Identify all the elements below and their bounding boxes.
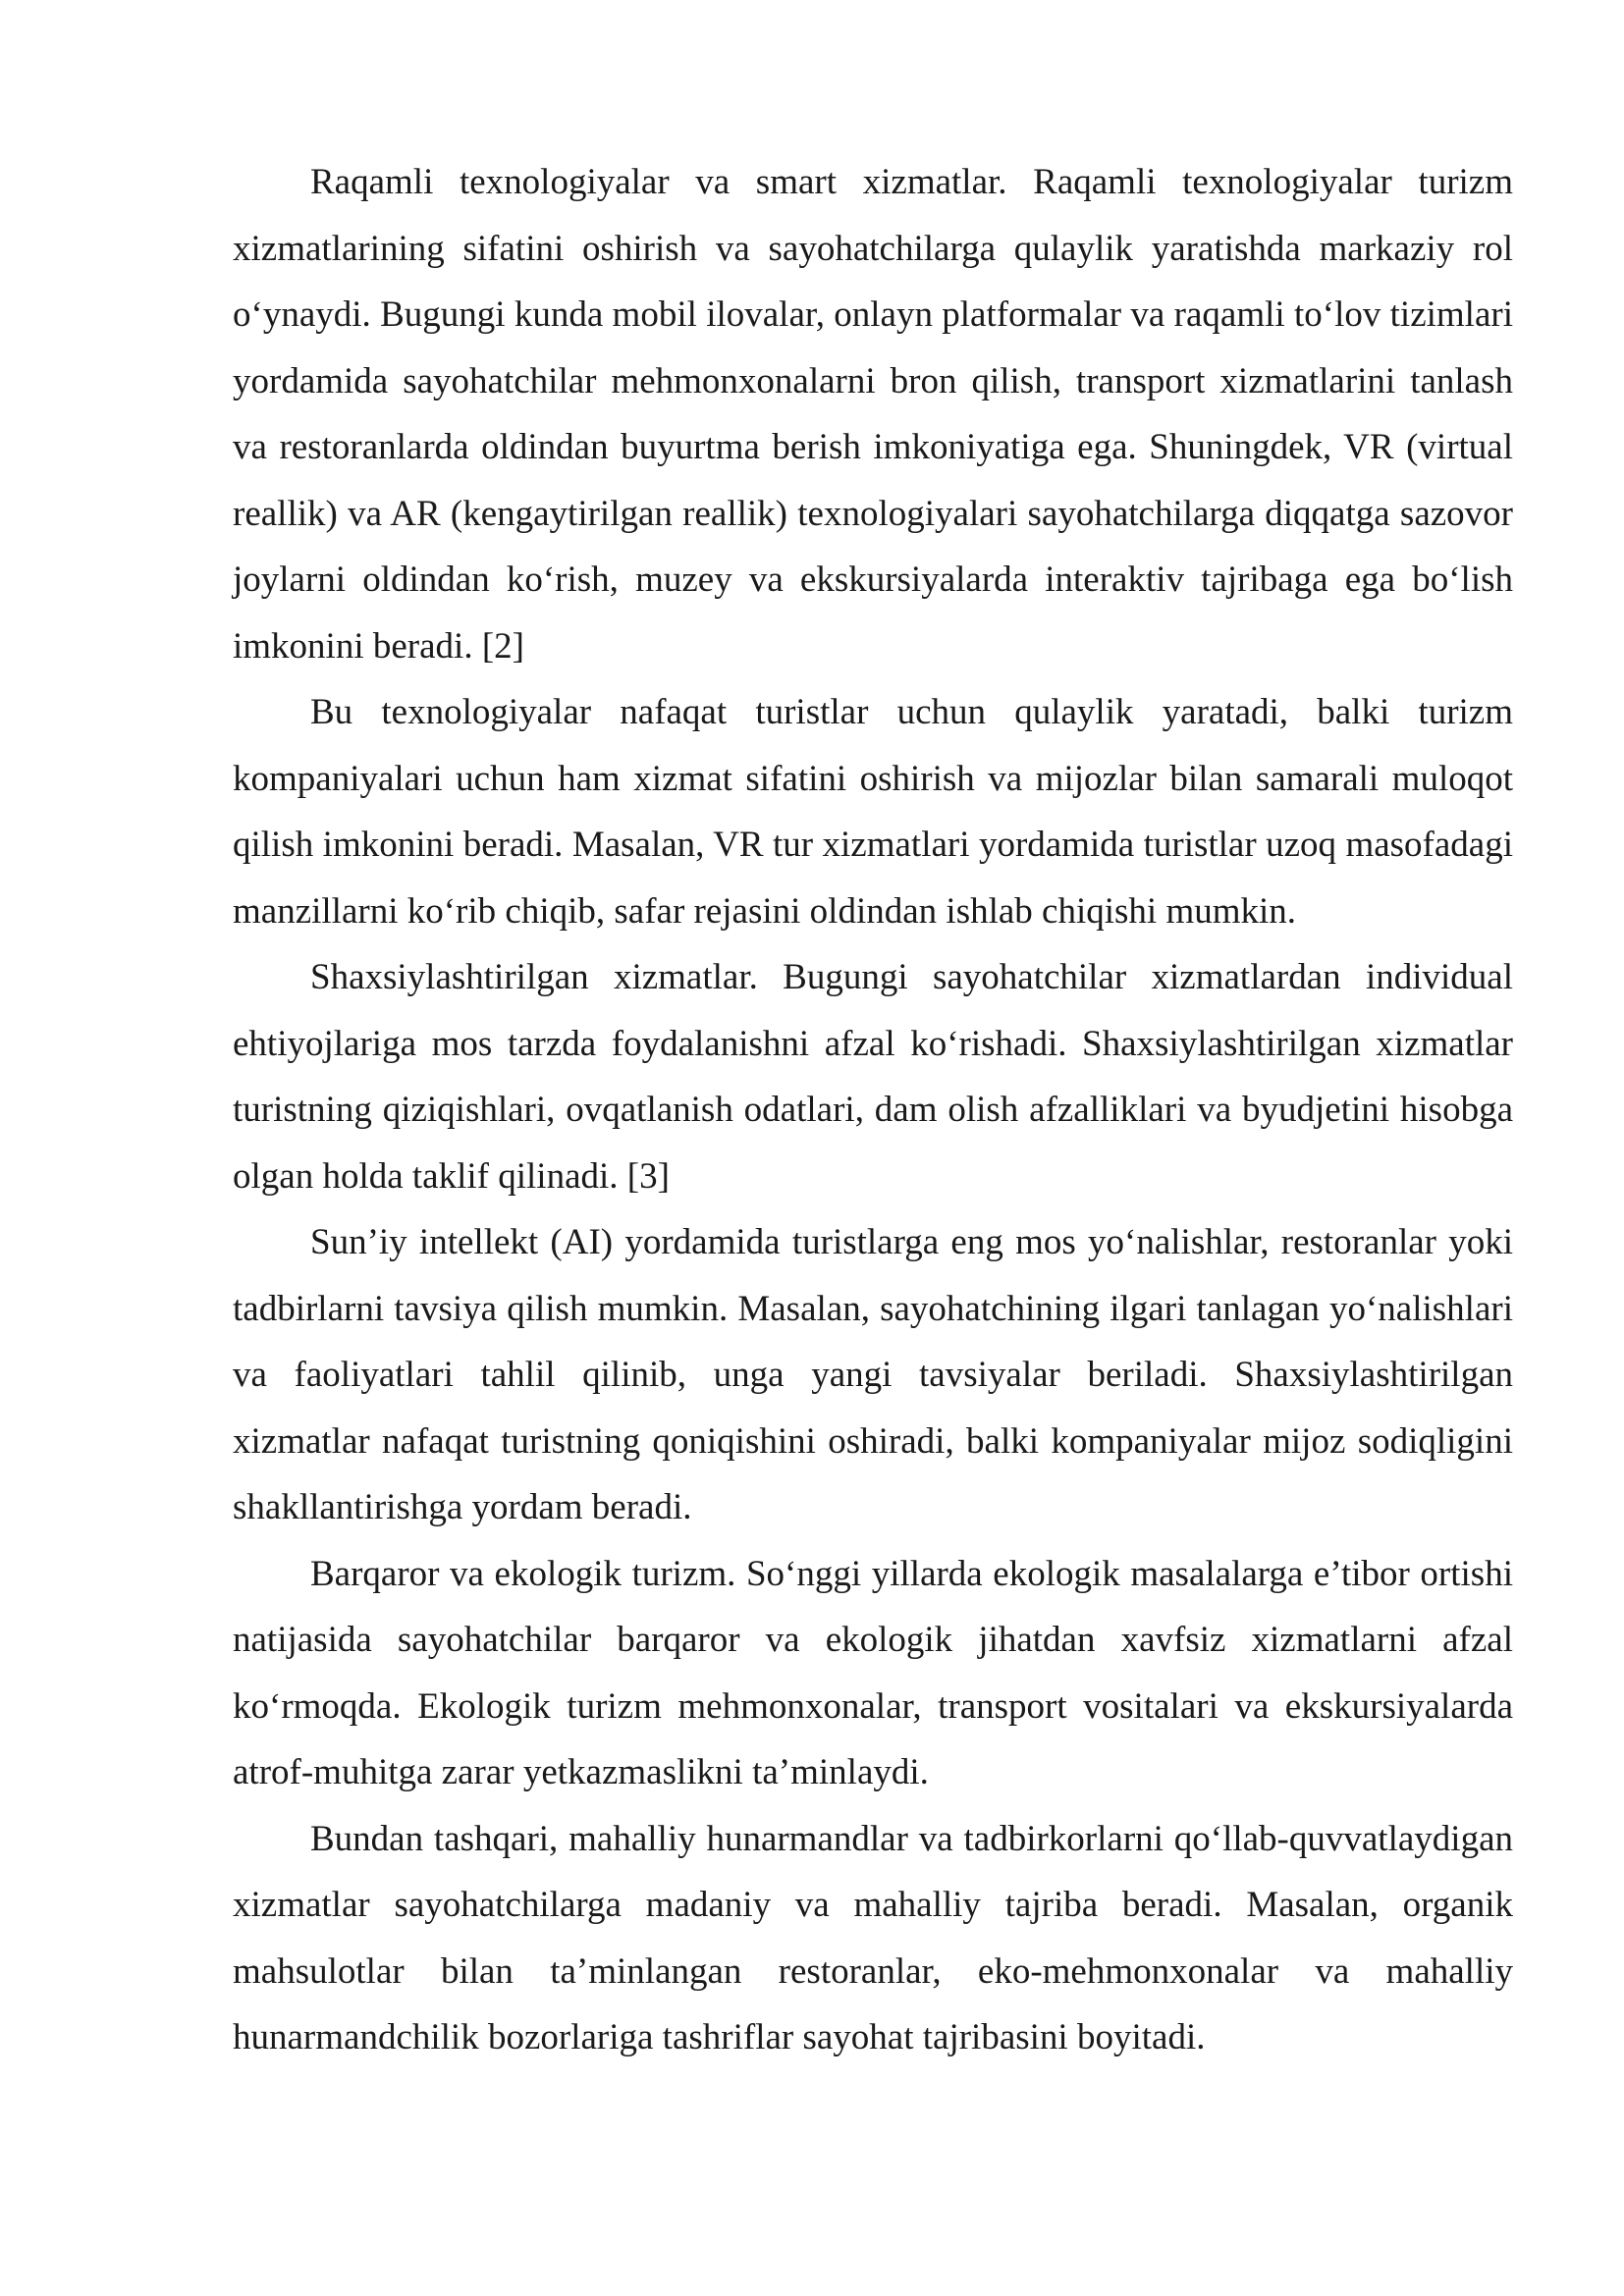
paragraph-technology-benefits: Bu texnologiyalar nafaqat turistlar uchun qulaylik yaratadi, balki turizm kompaniyalari uchun ham xizmat sifatini oshirish va mijozlar bilan samarali muloqot qilish imkonini beradi. Masalan, VR tur xizmatlari yordamida turistlar uzoq masofadagi manzillarni ko‘rib chiqib, safar rejasini oldindan ishlab chiqishi mumkin.	[233, 692, 1513, 932]
paragraph-sustainable-tourism: Barqaror va ekologik turizm. So‘nggi yillarda ekologik masalalarga e’tibor ortishi natijasida sayohatchilar barqaror va ekologik jihatdan xavfsiz xizmatlarni afzal ko‘rmoqda. Ekologik turizm mehmonxonalar, transport vositalari va ekskursiyalarda atrof-muhitga zarar yetkazmaslikni ta’minlaydi.	[233, 1553, 1513, 1792]
paragraph-personalized-services: Shaxsiylashtirilgan xizmatlar. Bugungi sayohatchilar xizmatlardan individual ehtiyojlariga mos tarzda foydalanishni afzal ko‘rishadi. Shaxsiylashtirilgan xizmatlar turistning qiziqishlari, ovqatlanish odatlari, dam olish afzalliklari va byudjetini hisobga olgan holda taklif qilinadi. [3]	[233, 957, 1513, 1197]
document-body	[233, 149, 1513, 2071]
paragraph-digital-technologies: Raqamli texnologiyalar va smart xizmatlar. Raqamli texnologiyalar turizm xizmatlarining sifatini oshirish va sayohatchilarga qulaylik yaratishda markaziy rol o‘ynaydi. Bugungi kunda mobil ilovalar, onlayn platformalar va raqamli to‘lov tizimlari yordamida sayohatchilar mehmonxonalarni bron qilish, transport xizmatlarini tanlash va restoranlarda oldindan buyurtma berish imkoniyatiga ega. Shuningdek, VR (virtual reallik) va AR (kengaytirilgan reallik) texnologiyalari sayohatchilarga diqqatga sazovor joylarni oldindan ko‘rish, muzey va ekskursiyalarda interaktiv tajribaga ega bo‘lish imkonini beradi. [2]	[233, 162, 1513, 667]
paragraph-artificial-intelligence: Sun’iy intellekt (AI) yordamida turistlarga eng mos yo‘nalishlar, restoranlar yoki tadbirlarni tavsiya qilish mumkin. Masalan, sayohatchining ilgari tanlagan yo‘nalishlari va faoliyatlari tahlil qilinib, unga yangi tavsiyalar beriladi. Shaxsiylashtirilgan xizmatlar nafaqat turistning qoniqishini oshiradi, balki kompaniyalar mijoz sodiqligini shakllantirishga yordam beradi.	[233, 1222, 1513, 1527]
paragraph-local-artisans: Bundan tashqari, mahalliy hunarmandlar va tadbirkorlarni qo‘llab-quvvatlaydigan xizmatlar sayohatchilarga madaniy va mahalliy tajriba beradi. Masalan, organik mahsulotlar bilan ta’minlangan restoranlar, eko-mehmonxonalar va mahalliy hunarmandchilik bozorlariga tashriflar sayohat tajribasini boyitadi.	[233, 1818, 1513, 2057]
